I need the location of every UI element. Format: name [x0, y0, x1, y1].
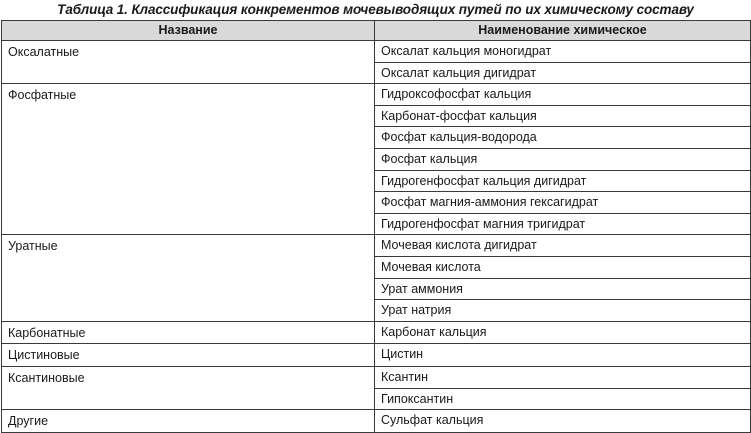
- chemical-name-cell: Фосфат кальция-водорода: [375, 127, 751, 149]
- column-header-chemical-name: Наименование химическое: [375, 21, 751, 41]
- table-caption: Таблица 1. Классификация конкрементов мочевыводящих путей по их химическому составу: [57, 2, 694, 17]
- table-row: [2, 235, 751, 257]
- chemical-name-cell: Гипоксантин: [375, 388, 751, 410]
- chemical-name-cell: Гидрогенфосфат кальция дигидрат: [375, 170, 751, 192]
- group-name-cell: Фосфатные: [2, 84, 375, 235]
- chemical-name-cell: Гидроксофосфат кальция: [375, 84, 751, 106]
- table-row: [2, 344, 751, 367]
- stones-classification-table: [1, 20, 751, 433]
- table-row: [2, 84, 751, 106]
- group-name-cell: Цистиновые: [2, 344, 375, 367]
- chemical-name-cell: Мочевая кислота: [375, 256, 751, 278]
- chemical-name-cell: Урат натрия: [375, 300, 751, 322]
- chemical-name-cell: Цистин: [375, 344, 751, 367]
- chemical-name-cell: Урат аммония: [375, 278, 751, 300]
- chemical-name-cell: Фосфат кальция: [375, 148, 751, 170]
- group-name-cell: Оксалатные: [2, 41, 375, 84]
- chemical-name-cell: Фосфат магния-аммония гексагидрат: [375, 192, 751, 214]
- table-row: [2, 41, 751, 63]
- chemical-name-cell: Мочевая кислота дигидрат: [375, 235, 751, 257]
- chemical-name-cell: Карбонат-фосфат кальция: [375, 105, 751, 127]
- table-row: [2, 410, 751, 433]
- group-name-cell: Уратные: [2, 235, 375, 321]
- chemical-name-cell: Оксалат кальция моногидрат: [375, 41, 751, 63]
- group-name-cell: Карбонатные: [2, 321, 375, 344]
- column-header-name: Название: [2, 21, 375, 41]
- table-row: [2, 321, 751, 344]
- chemical-name-cell: Ксантин: [375, 366, 751, 388]
- chemical-name-cell: Гидрогенфосфат магния тригидрат: [375, 213, 751, 235]
- group-name-cell: Ксантиновые: [2, 366, 375, 409]
- chemical-name-cell: Оксалат кальция дигидрат: [375, 62, 751, 84]
- header-row: [2, 21, 751, 41]
- group-name-cell: Другие: [2, 410, 375, 433]
- chemical-name-cell: Карбонат кальция: [375, 321, 751, 344]
- chemical-name-cell: Сульфат кальция: [375, 410, 751, 433]
- table-row: [2, 366, 751, 388]
